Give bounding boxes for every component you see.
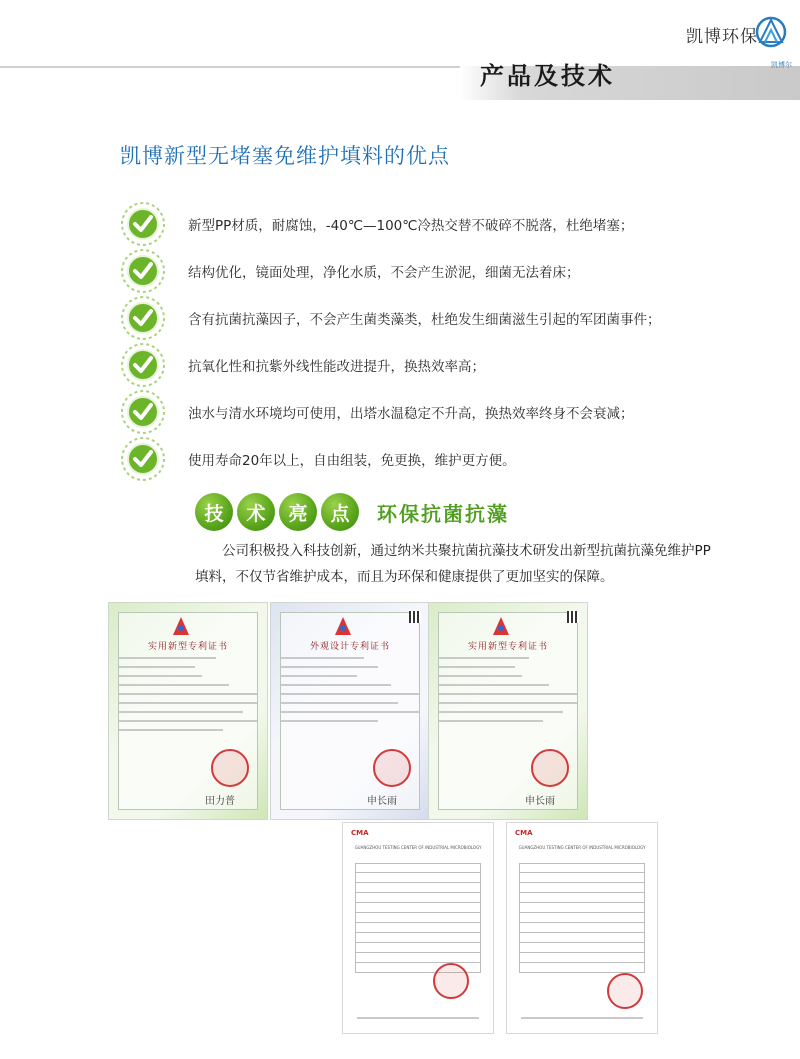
highlight-char: 术 xyxy=(237,493,275,531)
test-report xyxy=(342,822,494,1034)
seal-icon xyxy=(211,749,249,787)
advantage-text: 含有抗菌抗藻因子，不会产生菌类藻类，杜绝发生细菌滋生引起的军团菌事件； xyxy=(188,311,661,328)
seal-icon xyxy=(373,749,411,787)
qr-code-icon xyxy=(567,611,579,623)
check-icon xyxy=(120,295,166,341)
list-item xyxy=(120,247,760,294)
cma-mark: CMA xyxy=(515,829,533,837)
patent-certificate xyxy=(108,602,268,820)
check-icon xyxy=(120,342,166,388)
header-divider xyxy=(0,66,460,68)
report-table xyxy=(355,863,481,973)
seal-icon xyxy=(607,973,643,1009)
emblem-icon xyxy=(493,617,509,635)
list-item xyxy=(120,294,760,341)
seal-icon xyxy=(531,749,569,787)
section-title: 凯博新型无堵塞免维护填料的优点 xyxy=(120,144,450,168)
cma-mark: CMA xyxy=(351,829,369,837)
tech-highlight xyxy=(195,492,509,532)
advantage-text: 结构优化，镜面处理，净化水质，不会产生淤泥，细菌无法着床； xyxy=(188,264,580,281)
emblem-icon xyxy=(173,617,189,635)
patent-certificate xyxy=(428,602,588,820)
certificate-title: 实用新型专利证书 xyxy=(147,642,228,652)
seal-icon xyxy=(433,963,469,999)
advantage-text: 浊水与清水环境均可使用，出塔水温稳定不升高，换热效率终身不会衰减； xyxy=(188,405,634,422)
emblem-icon xyxy=(335,617,351,635)
advantage-text: 使用寿命20年以上，自由组装，免更换，维护更方便。 xyxy=(188,452,516,469)
list-item xyxy=(120,341,760,388)
highlight-char: 亮 xyxy=(279,493,317,531)
check-icon xyxy=(120,436,166,482)
advantage-text: 抗氧化性和抗紫外线性能改进提升，换热效率高； xyxy=(188,358,485,375)
page-header xyxy=(0,0,800,110)
list-item xyxy=(120,435,760,482)
test-report xyxy=(506,822,658,1034)
highlight-char: 技 xyxy=(195,493,233,531)
certificate-signature: 田力普 xyxy=(205,796,235,807)
patent-certificate xyxy=(270,602,430,820)
check-icon xyxy=(120,248,166,294)
logo-subtext: 凯博尔 xyxy=(771,61,792,69)
report-header: GUANGZHOU TESTING CENTER OF INDUSTRIAL MICROBIOLOGY xyxy=(518,845,646,850)
page-title: 产品及技术 xyxy=(480,62,615,90)
company-logo-icon xyxy=(750,12,792,62)
check-icon xyxy=(120,389,166,435)
intro-paragraph: 公司积极投入科技创新，通过纳米共聚抗菌抗藻技术研发出新型抗菌抗藻免维护PP填料，不仅节省维护成本，而且为环保和健康提供了更加坚实的保障。 xyxy=(195,543,711,585)
report-table xyxy=(519,863,645,973)
certificates xyxy=(108,602,588,822)
certificate-signature: 申长雨 xyxy=(525,796,555,807)
highlight-title: 环保抗菌抗藻 xyxy=(377,501,509,526)
advantage-text: 新型PP材质，耐腐蚀，-40℃—100℃冷热交替不破碎不脱落，杜绝堵塞； xyxy=(188,217,634,234)
report-header: GUANGZHOU TESTING CENTER OF INDUSTRIAL MICROBIOLOGY xyxy=(354,845,482,850)
list-item xyxy=(120,200,760,247)
certificate-title: 实用新型专利证书 xyxy=(467,642,548,652)
check-icon xyxy=(120,201,166,247)
qr-code-icon xyxy=(409,611,421,623)
list-item xyxy=(120,388,760,435)
certificate-signature: 申长雨 xyxy=(367,796,397,807)
brand-name: 凯博环保 xyxy=(686,27,758,47)
advantages-list xyxy=(120,200,760,482)
certificate-title: 外观设计专利证书 xyxy=(309,642,390,652)
highlight-char: 点 xyxy=(321,493,359,531)
